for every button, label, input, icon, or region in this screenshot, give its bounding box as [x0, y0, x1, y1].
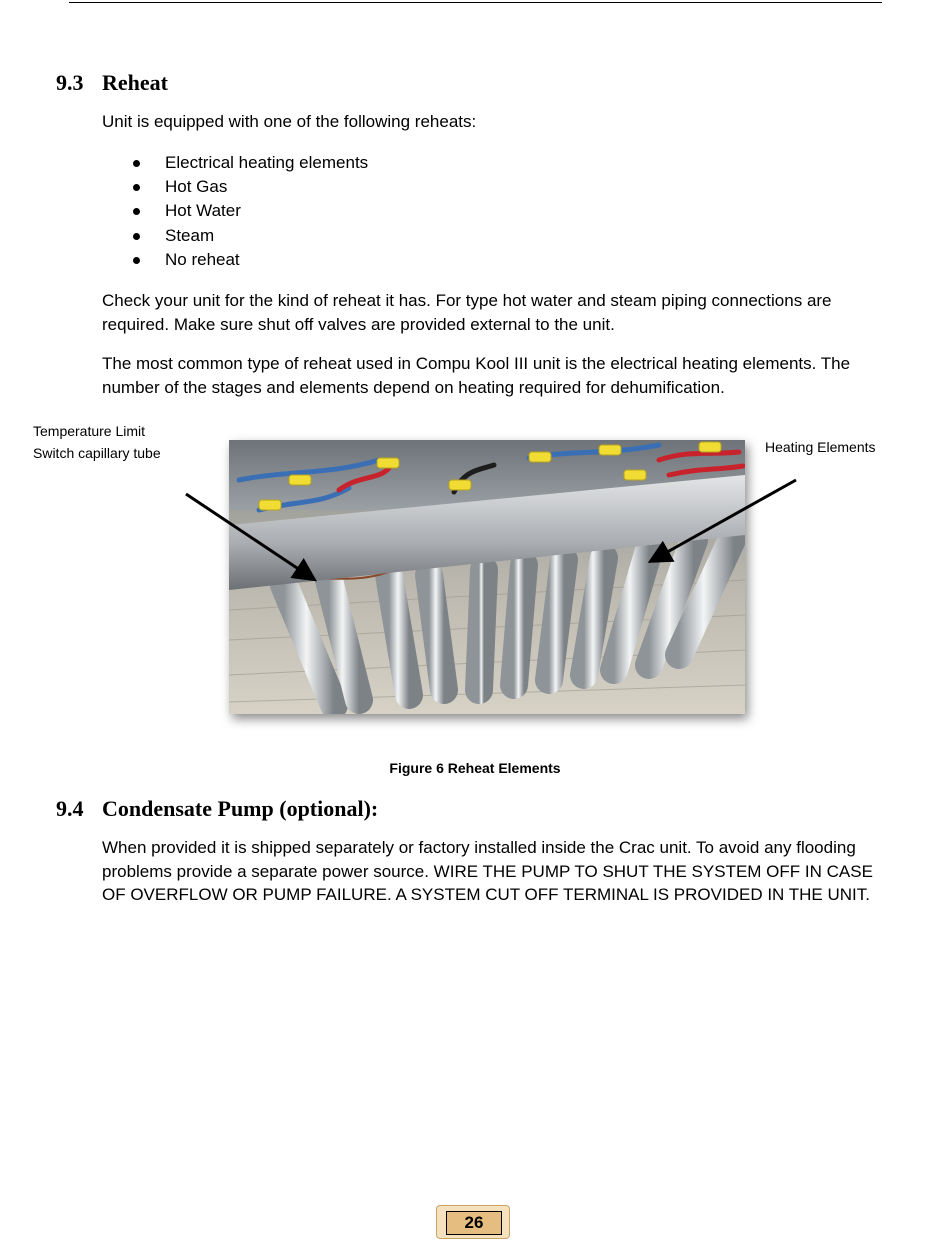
section-heading-condensate	[56, 796, 378, 822]
bullet-icon	[133, 184, 140, 191]
section-number: 9.4	[56, 796, 84, 821]
page-number-badge	[436, 1205, 510, 1239]
list-item: No reheat	[102, 248, 368, 272]
figure-caption: Figure 6 Reheat Elements	[389, 760, 561, 776]
section-title: Condensate Pump (optional):	[102, 796, 379, 821]
reheat-elements-photo	[229, 440, 745, 714]
callout-heating-elements: Heating Elements	[765, 439, 876, 455]
page-number: 26	[446, 1211, 502, 1235]
reheat-options-list	[102, 151, 368, 272]
condensate-paragraph: When provided it is shipped separately or factory installed inside the Crac unit. To avoid any flooding problems provide a separate power source. WIRE THE PUMP TO SHUT THE SYSTEM OFF IN CASE OF OVERFLOW OR PUMP FAILURE. A SYSTEM CUT OFF TERMINAL IS PROVIDED IN THE UNIT.	[102, 838, 873, 904]
reheat-paragraph-1: Check your unit for the kind of reheat it has. For type hot water and steam piping connections are required. Make sure shut off valves are provided external to the unit.	[102, 291, 832, 334]
section-title: Reheat	[102, 70, 168, 95]
reheat-paragraph-2: The most common type of reheat used in Compu Kool III unit is the electrical heating elements. The number of the stages and elements depend on heating required for dehumification.	[102, 354, 851, 397]
section-number: 9.3	[56, 70, 84, 95]
list-item: Hot Gas	[102, 175, 368, 199]
list-item: Steam	[102, 224, 368, 248]
bullet-icon	[133, 233, 140, 240]
reheat-intro: Unit is equipped with one of the following reheats:	[102, 112, 477, 131]
list-item: Hot Water	[102, 199, 368, 223]
section-heading-reheat	[56, 70, 168, 96]
bullet-icon	[133, 208, 140, 215]
callout-temperature-limit: Temperature Limit Switch capillary tube	[33, 423, 161, 461]
list-item: Electrical heating elements	[102, 151, 368, 175]
bullet-icon	[133, 160, 140, 167]
header-rule	[69, 2, 882, 3]
bullet-icon	[133, 257, 140, 264]
